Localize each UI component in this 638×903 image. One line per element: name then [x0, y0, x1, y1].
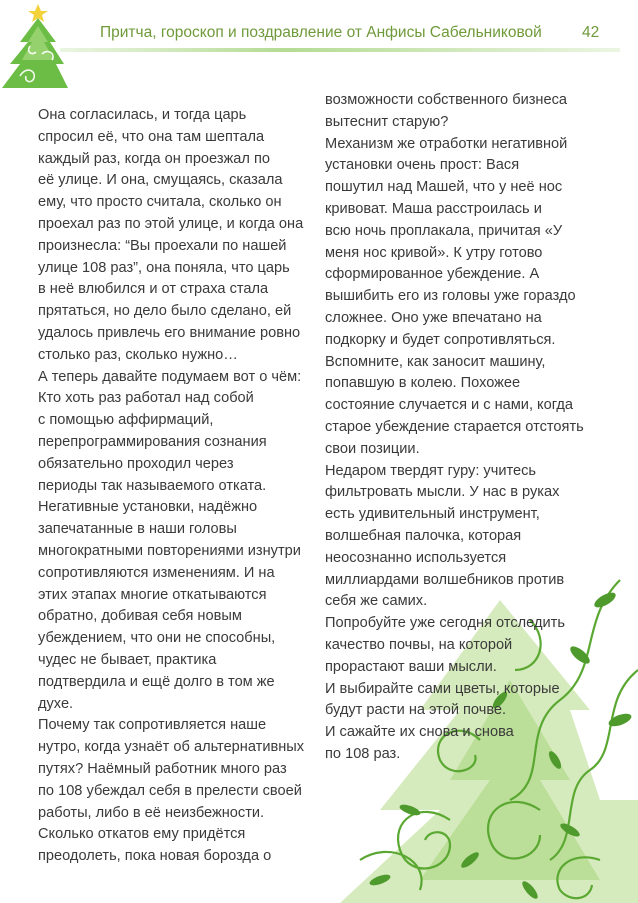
text-line: возможности собственного бизнеса [325, 92, 568, 108]
text-line: прорастают ваши мысли. [325, 658, 497, 675]
text-line: Механизм же отработки негативной [325, 135, 568, 152]
text-line: неосознанно используется [325, 549, 507, 566]
text-line: Вспомните, как заносит машину, [325, 353, 546, 370]
text-line: ему, что просто считала, сколько он [38, 194, 282, 211]
text-line: Недаром твердят гуру: учитесь [325, 462, 537, 479]
text-line: Попробуйте уже сегодня отследить [325, 615, 565, 632]
text-line: её улице. И она, смущаясь, сказала [38, 172, 283, 189]
text-line: установки очень прост: Вася [325, 157, 520, 174]
text-line: духе. [38, 695, 74, 712]
text-line: волшебная палочка, которая [325, 527, 522, 544]
text-line: нутро, когда узнаёт об альтернативных [38, 739, 305, 756]
text-line: каждый раз, когда он проезжал по [38, 150, 271, 167]
text-line: с помощью аффирмаций, [38, 412, 214, 429]
text-line: проехал раз по этой улице, и когда она [38, 215, 304, 232]
text-line: спросил её, что она там шептала [38, 128, 265, 145]
text-line: преодолеть, пока новая борозда о [38, 848, 272, 865]
text-line: Она согласилась, и тогда царь [38, 107, 247, 123]
text-line: произнесла: “Вы проехали по нашей [38, 237, 287, 254]
text-line: прятаться, но дело было сделано, ей [38, 303, 292, 320]
text-line: по 108 убеждал себя в прелести своей [38, 782, 302, 799]
text-line: сложнее. Оно уже впечатано на [325, 309, 542, 326]
text-line: обязательно проходил через [38, 455, 234, 472]
text-line: фильтровать мысли. У нас в руках [325, 484, 560, 501]
tree-logo-icon [0, 0, 70, 90]
text-line: пошутил над Машей, что у неё нос [325, 179, 563, 196]
text-line: кривоват. Маша расстроилась и [325, 200, 542, 217]
text-line: меня нос кривой». К утру готово [325, 244, 543, 261]
page-number: 42 [582, 24, 600, 41]
text-line: удалось привлечь его внимание ровно [38, 324, 301, 341]
text-line: чудес не бывает, практика [38, 651, 217, 668]
header-band [60, 48, 620, 52]
text-line: путях? Наёмный работник много раз [38, 760, 287, 777]
text-line: в неё влюбился и от страха стала [38, 281, 269, 298]
header-title: Притча, гороскоп и поздравление от Анфисы Сабельниковой [100, 24, 542, 41]
text-line: всю ночь проплакала, причитая «У [325, 222, 563, 239]
text-line: И выбирайте сами цветы, которые [325, 680, 560, 697]
text-line: перепрограммирования сознания [38, 433, 267, 450]
text-line: будут расти на этой почве. [325, 702, 507, 719]
text-line: запечатанные в наши головы [38, 521, 237, 538]
text-line: работы, либо в её неизбежности. [38, 804, 265, 821]
text-line: А теперь давайте подумаем вот о чём: [38, 368, 302, 385]
text-line: свои позиции. [325, 440, 420, 457]
text-line: попавшую в колею. Похожее [325, 375, 521, 392]
text-line: подкорку и будет сопротивляться. [325, 331, 556, 348]
text-line: старое убеждение старается отстоять [325, 418, 584, 435]
text-line: по 108 раз. [325, 745, 401, 762]
text-line: себя же самих. [325, 593, 428, 610]
text-line: Сколько откатов ему придётся [38, 826, 246, 843]
text-line: И сажайте их снова и снова [325, 724, 514, 741]
text-line: Негативные установки, надёжно [38, 499, 258, 516]
text-line: подтвердила и ещё долго в том же [38, 673, 275, 690]
left-text-column [38, 105, 313, 868]
text-line: качество почвы, на которой [325, 636, 513, 653]
text-line: обратно, добивая себя новым [38, 608, 242, 625]
text-line: столько раз, сколько нужно… [38, 346, 238, 363]
text-line: вытеснит старую? [325, 113, 449, 130]
text-line: миллиардами волшебников против [325, 571, 565, 588]
text-line: Кто хоть раз работал над собой [38, 390, 254, 407]
text-line: убеждением, что они не способны, [38, 630, 276, 647]
text-line: Почему так сопротивляется наше [38, 717, 267, 734]
text-line: вышибить его из головы уже гораздо [325, 288, 576, 305]
text-line: есть удивительный инструмент, [325, 506, 540, 523]
text-line: сформированное убеждение. А [325, 266, 540, 283]
text-line: многократными повторениями изнутри [38, 542, 301, 559]
text-line: периоды так называемого отката. [38, 477, 267, 494]
text-line: этих этапах многие откатываются [38, 586, 267, 603]
right-text-column [325, 90, 600, 766]
text-line: улице 108 раз”, она поняла, что царь [38, 259, 290, 276]
text-line: сопротивляются изменениям. И на [38, 564, 275, 581]
text-line: состояние случается и с нами, когда [325, 397, 574, 414]
